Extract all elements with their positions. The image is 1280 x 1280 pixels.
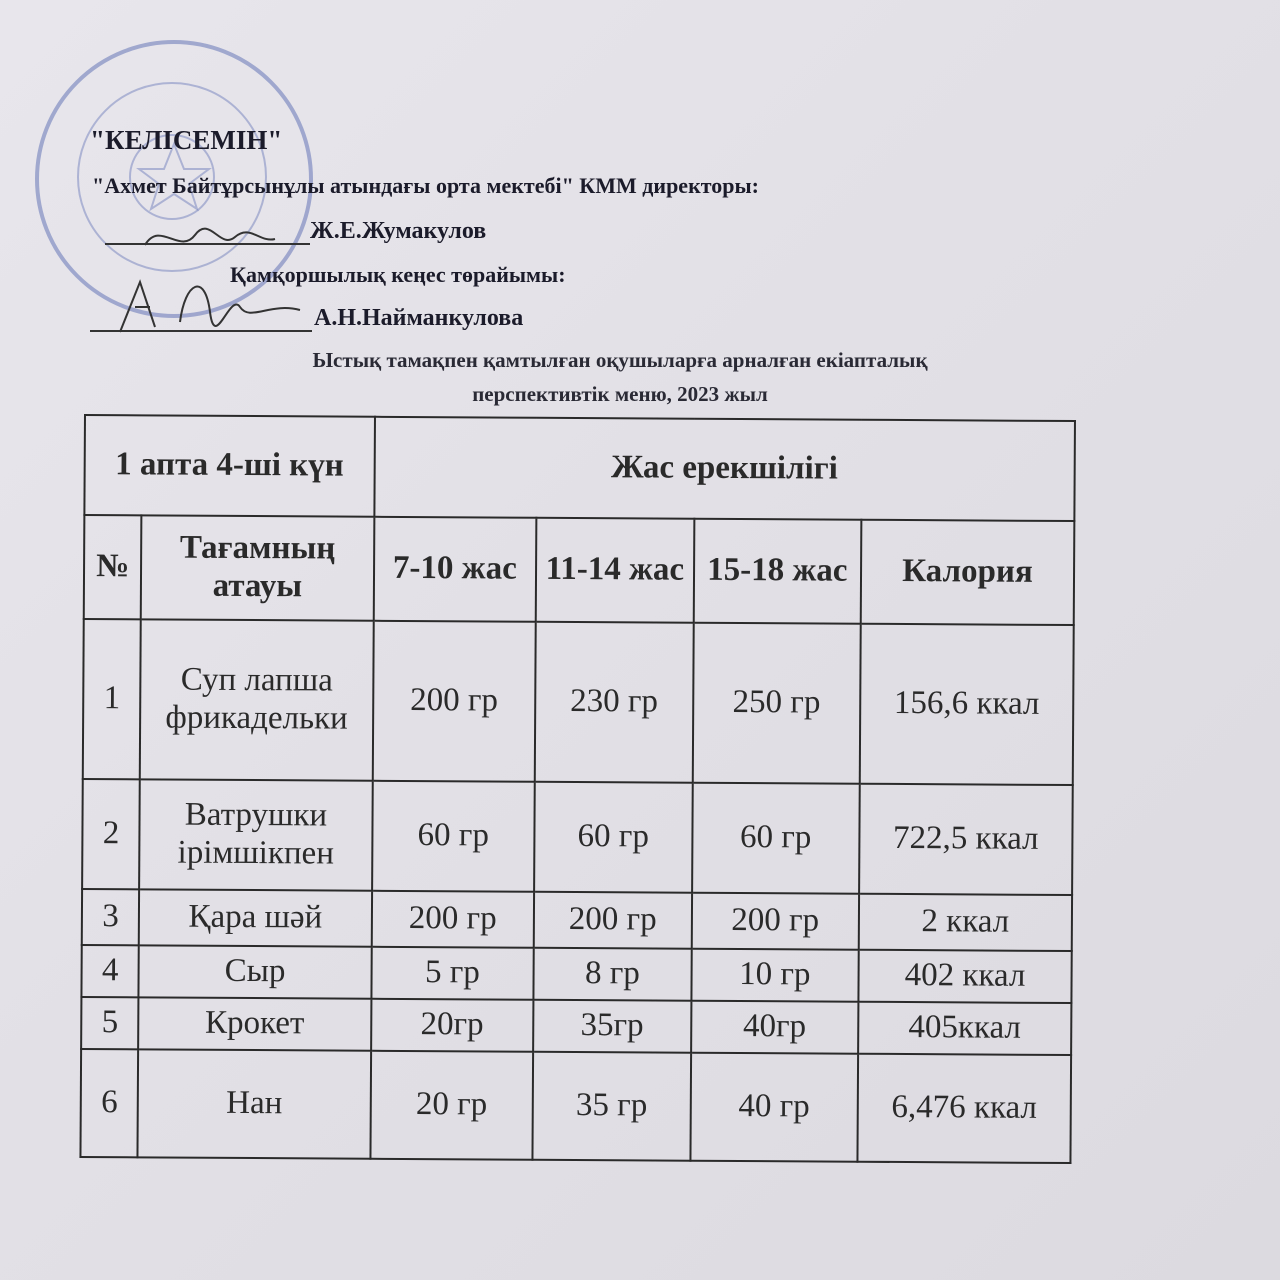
cell-number: 6	[80, 1049, 138, 1157]
cell-age-7-10: 60 гр	[372, 781, 535, 892]
col-header-age-7-10: 7-10 жас	[373, 517, 536, 622]
table-header-top	[84, 415, 1075, 521]
cell-age-7-10: 20гр	[371, 999, 534, 1052]
cell-calories: 402 ккал	[858, 950, 1071, 1003]
cell-age-15-18: 40гр	[691, 1001, 859, 1054]
cell-age-7-10: 200 гр	[371, 891, 534, 948]
cell-age-15-18: 60 гр	[692, 783, 860, 894]
cell-calories: 156,6 ккал	[860, 624, 1074, 785]
director-name: Ж.Е.Жумакулов	[310, 218, 487, 244]
council-signature	[110, 262, 310, 342]
cell-age-7-10: 200 гр	[372, 621, 535, 782]
col-header-age-15-18: 15-18 жас	[693, 519, 861, 624]
council-head-name: А.Н.Найманкулова	[314, 305, 524, 331]
table-row	[83, 619, 1074, 785]
col-header-calories: Калория	[861, 520, 1075, 625]
age-group-cell: Жас ерекшілігі	[374, 417, 1075, 521]
cell-age-7-10: 5 гр	[371, 947, 534, 1000]
table-row	[80, 1049, 1071, 1163]
cell-age-11-14: 230 гр	[535, 622, 694, 783]
cell-age-11-14: 60 гр	[534, 782, 692, 893]
cell-age-11-14: 35 гр	[532, 1052, 690, 1161]
cell-age-15-18: 250 гр	[692, 623, 860, 784]
col-header-dish: Тағамның атауы	[141, 515, 374, 620]
cell-dish: Сыр	[139, 945, 372, 998]
council-label: Қамқоршылық кеңес төрайымы:	[230, 262, 566, 287]
cell-number: 5	[81, 997, 139, 1049]
cell-number: 3	[82, 889, 140, 945]
cell-number: 4	[81, 945, 139, 997]
cell-dish: Нан	[138, 1049, 371, 1158]
menu-title-line1: Ыстық тамақпен қамтылған оқушыларға арналған екіапталық	[312, 348, 928, 372]
director-signature	[140, 215, 280, 265]
table-row	[81, 997, 1071, 1055]
menu-title-line2: перспективтік меню, 2023 жыл	[472, 382, 768, 406]
cell-calories: 6,476 ккал	[857, 1054, 1071, 1163]
cell-age-15-18: 200 гр	[691, 893, 859, 950]
cell-calories: 2 ккал	[859, 894, 1072, 951]
cell-age-15-18: 10 гр	[691, 949, 859, 1002]
cell-age-11-14: 8 гр	[533, 948, 691, 1001]
cell-calories: 722,5 ккал	[859, 784, 1073, 895]
menu-table	[79, 414, 1076, 1164]
cell-dish: Қара шәй	[139, 889, 372, 946]
cell-number: 2	[82, 779, 140, 889]
cell-calories: 405ккал	[858, 1002, 1071, 1055]
school-director-line: "Ахмет Байтұрсынұлы атындағы орта мектебі" КММ директоры:	[92, 173, 760, 198]
col-header-number: №	[84, 515, 142, 619]
col-header-age-11-14: 11-14 жас	[536, 518, 694, 623]
cell-dish: Суп лапша фрикадельки	[140, 619, 373, 780]
table-row	[82, 779, 1073, 895]
cell-dish: Крокет	[138, 997, 371, 1050]
cell-age-11-14: 35гр	[533, 1000, 691, 1053]
approval-heading: "КЕЛІСЕМІН"	[90, 125, 283, 155]
week-day-cell: 1 апта 4-ші күн	[84, 415, 374, 517]
cell-dish: Ватрушки ірімшікпен	[139, 779, 372, 890]
table-header-row	[84, 515, 1075, 625]
cell-age-7-10: 20 гр	[370, 1051, 533, 1160]
cell-age-11-14: 200 гр	[534, 892, 692, 949]
table-row	[82, 889, 1072, 951]
cell-number: 1	[83, 619, 141, 779]
cell-age-15-18: 40 гр	[690, 1053, 858, 1162]
table-row	[81, 945, 1071, 1003]
